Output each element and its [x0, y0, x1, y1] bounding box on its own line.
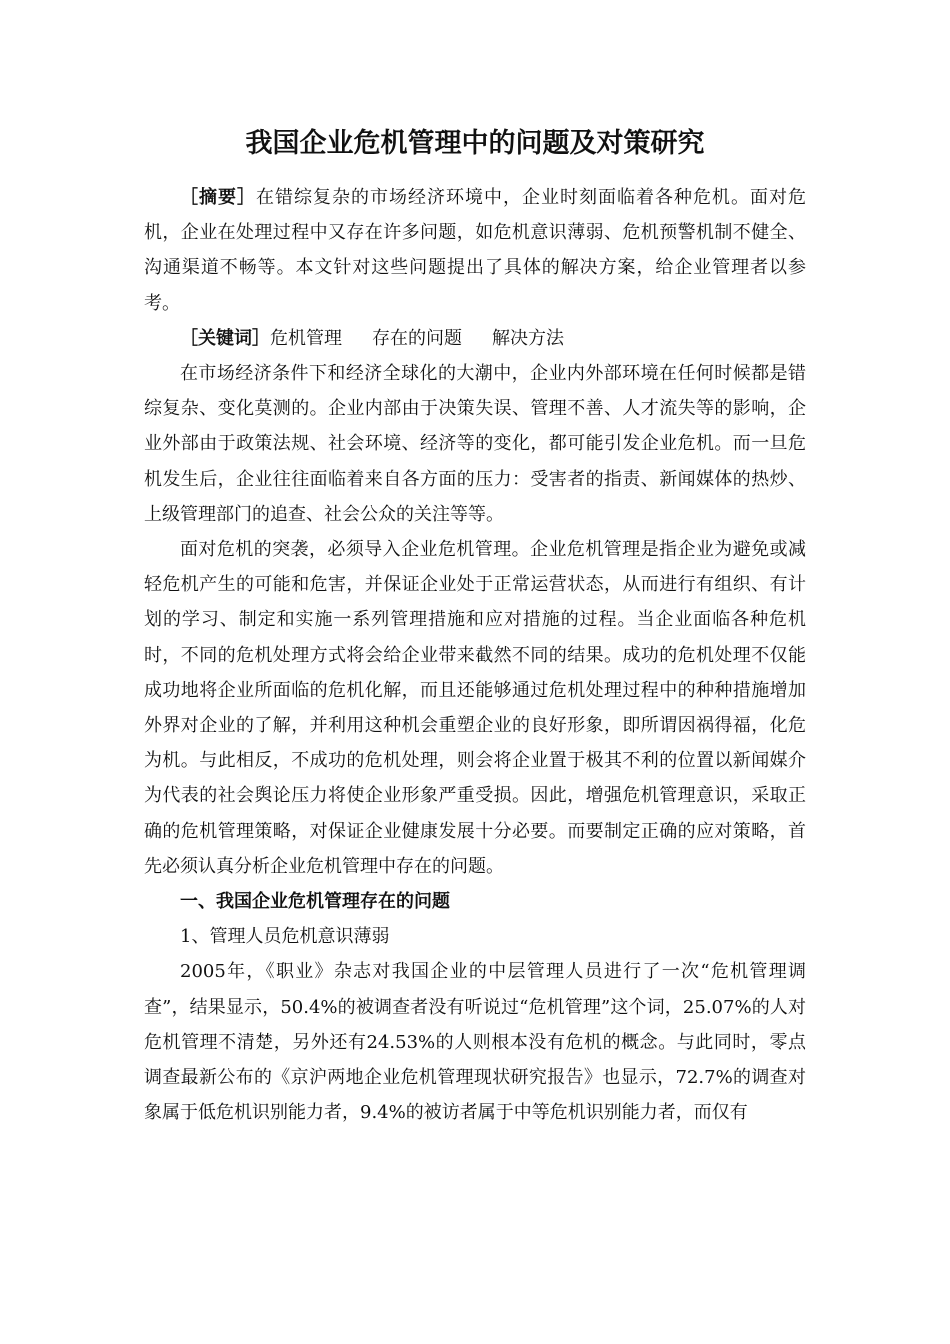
body-paragraph: 2005年，《职业》杂志对我国企业的中层管理人员进行了一次“危机管理调查”，结果显示，50.4%的被调查者没有听说过“危机管理”这个词，25.07%的人对危机管理不清楚，另外还有24.53%的人则根本没有危机的概念。与此同时，零点调查最新公布的《京沪两地企业危机管理现状研究报告》也显示，72.7%的调查对象属于低危机识别能力者，9.4%的被访者属于中等危机识别能力者，而仅有	[144, 961, 806, 1124]
document-page	[144, 124, 806, 1130]
keywords-label: ［关键词］	[180, 327, 270, 349]
body-paragraph: 在市场经济条件下和经济全球化的大潮中，企业内外部环境在任何时候都是错综复杂、变化莫测的。企业内部由于决策失误、管理不善、人才流失等的影响，企业外部由于政策法规、社会环境、经济等的变化，都可能引发企业危机。而一旦危机发生后，企业往往面临着来自各方面的压力：受害者的指责、新闻媒体的热炒、上级管理部门的追查、社会公众的关注等等。	[144, 363, 806, 525]
section-heading: 一、我国企业危机管理存在的问题	[180, 891, 450, 913]
abstract-paragraph	[144, 180, 806, 321]
keyword-item: 存在的问题	[372, 327, 462, 349]
body-paragraph: 面对危机的突袭，必须导入企业危机管理。企业危机管理是指企业为避免或减轻危机产生的可能和危害，并保证企业处于正常运营状态，从而进行有组织、有计划的学习、制定和实施一系列管理措施和应对措施的过程。当企业面临各种危机时，不同的危机处理方式将会给企业带来截然不同的结果。成功的危机处理不仅能成功地将企业所面临的危机化解，而且还能够通过危机处理过程中的种种措施增加外界对企业的了解，并利用这种机会重塑企业的良好形象，即所谓因祸得福，化危为机。与此相反，不成功的危机处理，则会将企业置于极其不利的位置以新闻媒介为代表的社会舆论压力将使企业形象严重受损。因此，增强危机管理意识，采取正确的危机管理策略，对保证企业健康发展十分必要。而要制定正确的应对策略，首先必须认真分析企业危机管理中存在的问题。	[144, 539, 806, 877]
keywords-paragraph	[144, 321, 806, 356]
document-title: 我国企业危机管理中的问题及对策研究	[245, 128, 705, 159]
subsection-heading: 1、管理人员危机意识薄弱	[180, 926, 390, 948]
keyword-item: 解决方法	[492, 327, 564, 349]
keyword-item: 危机管理	[270, 327, 342, 349]
abstract-text: 在错综复杂的市场经济环境中，企业时刻面临着各种危机。面对危机，企业在处理过程中又存在许多问题，如危机意识薄弱、危机预警机制不健全、沟通渠道不畅等。本文针对这些问题提出了具体的解决方案，给企业管理者以参考。	[144, 187, 806, 314]
abstract-label: ［摘要］	[180, 187, 256, 208]
